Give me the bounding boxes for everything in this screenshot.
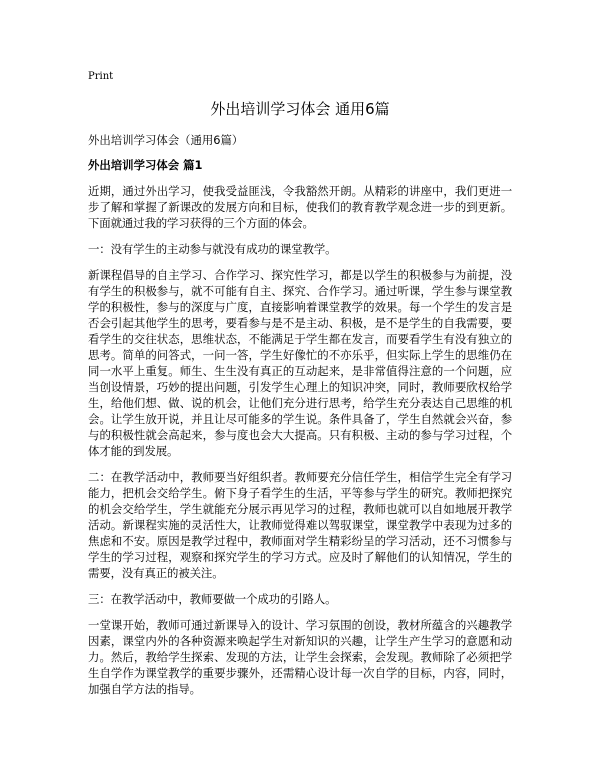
document-subtitle: 外出培训学习体会（通用6篇） [88,133,244,147]
paragraph: 新课程倡导的自主学习、合作学习、探究性学习，都是以学生的积极参与为前提，没有学生的积极参与，就不可能有自主、探究、合作学习。通过听课，学生参与课堂教学的积极性，参与的深度与广度，直接影响着课堂教学的效果。每一个学生的发言是否会引起其他学生的思考，要看参与是不是主动、积极，是不是学生的自我需要，要看学生的交往状态，思维状态，不能满足于学生都在发言，而要看学生有没有独立的思考。简单的问答式，一问一答，学生好像忙的不亦乐乎，但实际上学生的思维仍在同一水平上重复。师生、生生没有真正的互动起来，是非常值得注意的一个问题，应当创设情景，巧妙的提出问题，引发学生心理上的知识冲突，同时，教师要欣权给学生，给他们想、做、说的机会，让他们充分进行思考，给学生充分表达自己思维的机会。让学生放开说，并且让尽可能多的学生说。条件具备了，学生自然就会兴奋，参与的积极性就会高起来，参与度也会大大提高。只有积极、主动的参与学习过程，个体才能的到发展。 [88,268,512,458]
paragraph: 三：在教学活动中，教师要做一个成功的引路人。 [88,592,337,606]
print-link[interactable]: Print [88,71,114,82]
paragraph: 近期，通过外出学习，使我受益匪浅，令我豁然开朗。从精彩的讲座中，我们更进一步了解和掌握了新课改的发展方向和目标，使我们的教育教学观念进一步的到更新。下面就通过我的学习获得的三个方面的体会。 [88,184,512,230]
paragraph: 一堂课开始，教师可通过新课导入的设计、学习氛围的创设，教材所蕴含的兴趣教学因素，课堂内外的各种资源来唤起学生对新知识的兴趣，让学生产生学习的意愿和动力。然后，教给学生探索、发现的方法，让学生会探索，会发现。教师除了必须把学生自学作为课堂教学的重要步骤外，还需精心设计每一次自学的目标，内容，同时，加强自学方法的指导。 [88,618,512,696]
document-body [88,132,512,707]
paragraph: 一：没有学生的主动参与就没有成功的课堂教学。 [88,242,337,256]
section-heading: 外出培训学习体会 篇1 [88,158,203,172]
paragraph: 二：在教学活动中，教师要当好组织者。教师要充分信任学生，相信学生完全有学习能力，把机会交给学生。俯下身子看学生的生活，平等参与学生的研究。教师把探究的机会交给学生，学生就能充分展示再见学习的过程，教师也就可以自如地展开教学活动。新课程实施的灵活性大，让教师觉得难以驾驭课堂，课堂教学中表现为过多的焦虑和不安。原因是教学过程中，教师面对学生精彩纷呈的学习活动，还不习惯参与学生的学习过程，观察和探究学生的学习方式。应及时了解他们的认知情况，学生的需要，没有真正的被关注。 [88,470,512,580]
page-title: 外出培训学习体会 通用6篇 [210,100,390,118]
